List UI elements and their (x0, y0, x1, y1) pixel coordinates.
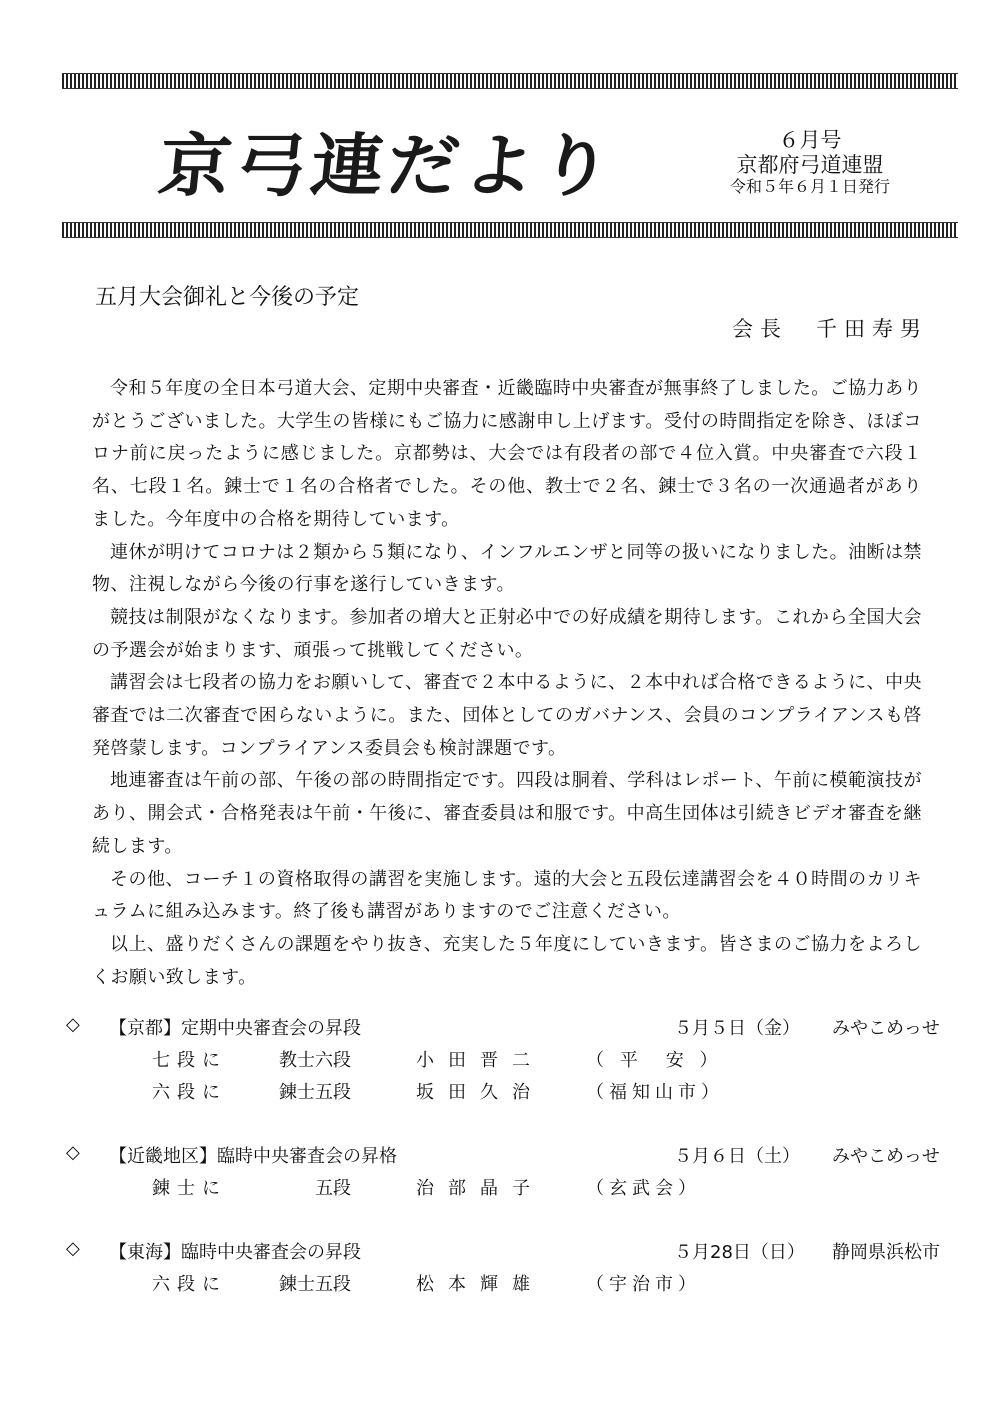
bottom-decorative-border (62, 222, 958, 238)
article-author: 会長 千田寿男 (732, 317, 928, 341)
paragraph: その他、コーチ１の資格取得の講習を実施します。遠的大会と五段伝達講習会を４０時間のカリキュラムに組み込みます。終了後も講習がありますのでご注意ください。 (92, 868, 922, 923)
promotion-row (66, 1174, 966, 1206)
promotion-row (66, 1270, 966, 1302)
paragraph: 以上、盛りだくさんの課題をやり抜き、充実した５年度にしていきます。皆さまのご協力をよろしくお願い致します。 (92, 933, 922, 988)
promoted-from: 教士六段 (279, 1050, 351, 1071)
issue-number: ６月号 (778, 128, 842, 152)
member-club: （宇治市） (586, 1274, 701, 1295)
promoted-from: 錬士五段 (279, 1082, 351, 1103)
member-club: （ 平 安 ） (586, 1050, 723, 1071)
article-title: 五月大会御礼と今後の予定 (95, 285, 360, 310)
promotion-event-venue: みやこめっせ (832, 1146, 940, 1167)
member-name: 小田晋二 (416, 1050, 544, 1071)
diamond-bullet-icon: ◇ (66, 1238, 80, 1259)
promotion-event-date: ５月28日（日） (674, 1242, 805, 1263)
promotion-section-tokai (66, 1238, 966, 1302)
member-name: 坂田久治 (416, 1082, 544, 1103)
promotion-section-kyoto (66, 1014, 966, 1110)
member-name: 松本輝雄 (416, 1274, 544, 1295)
paragraph: 令和５年度の全日本弓道大会、定期中央審査・近畿臨時中央審査が無事終了しました。ご協力ありがとうございました。大学生の皆様にもご協力に感謝申し上げます。受付の時間指定を除き、ほぼコロナ前に戻ったように感じました。京都勢は、大会では有段者の部で４位入賞。中央審査で六段１名、七段１名。錬士で１名の合格者でした。その他、教士で２名、錬士で３名の一次通過者がありました。今年度中の合格を期待しています。 (92, 378, 922, 530)
promotion-event-venue: みやこめっせ (832, 1018, 940, 1039)
diamond-bullet-icon: ◇ (66, 1142, 80, 1163)
promoted-to: 六段に (152, 1274, 227, 1295)
article-body (92, 373, 922, 994)
promotion-event-label: 【東海】臨時中央審査会の昇段 (109, 1242, 361, 1263)
promotion-section-header (66, 1142, 966, 1174)
promotion-row (66, 1078, 966, 1110)
member-club: （玄武会） (586, 1178, 701, 1199)
paragraph: 競技は制限がなくなります。参加者の増大と正射必中での好成績を期待します。これから全国大会の予選会が始まります、頑張って挑戦してください。 (92, 606, 922, 661)
promoted-to: 錬士に (152, 1178, 227, 1199)
promotion-event-date: ５月６日（土） (674, 1146, 800, 1167)
publication-date: 令和５年６月１日発行 (729, 177, 890, 196)
masthead-logo: 京弓連だより (155, 124, 620, 206)
promotion-event-label: 【近畿地区】臨時中央審査会の昇格 (109, 1146, 397, 1167)
promoted-from: 錬士五段 (279, 1274, 351, 1295)
organization-name: 京都府弓道連盟 (736, 153, 884, 177)
promotion-event-label: 【京都】定期中央審査会の昇段 (109, 1018, 361, 1039)
promoted-from: 五段 (279, 1178, 351, 1199)
paragraph: 連休が明けてコロナは２類から５類になり、インフルエンザと同等の扱いになりました。油断は禁物、注視しながら今後の行事を遂行していきます。 (92, 541, 922, 596)
promotion-row (66, 1046, 966, 1078)
promotion-event-date: ５月５日（金） (674, 1018, 800, 1039)
paragraph: 地連審査は午前の部、午後の部の時間指定です。四段は胴着、学科はレポート、午前に模範演技があり、開会式・合格発表は午前・午後に、審査委員は和服です。中高生団体は引続きビデオ審査を継続します。 (92, 770, 922, 857)
promotion-section-header (66, 1238, 966, 1270)
member-club: （福知山市） (586, 1082, 724, 1103)
diamond-bullet-icon: ◇ (66, 1014, 80, 1035)
paragraph: 講習会は七段者の協力をお願いして、審査で２本中るように、２本中れば合格できるように、中央審査では二次審査で困らないように。また、団体としてのガバナンス、会員のコンプライアンスも啓発啓蒙します。コンプライアンス委員会も検討課題です。 (92, 672, 922, 759)
promotion-section-kinki (66, 1142, 966, 1206)
promotion-event-venue: 静岡県浜松市 (832, 1242, 940, 1263)
member-name: 治部晶子 (416, 1178, 544, 1199)
promoted-to: 六段に (152, 1082, 227, 1103)
promoted-to: 七段に (152, 1050, 227, 1071)
promotion-section-header (66, 1014, 966, 1046)
top-decorative-border (62, 73, 958, 89)
